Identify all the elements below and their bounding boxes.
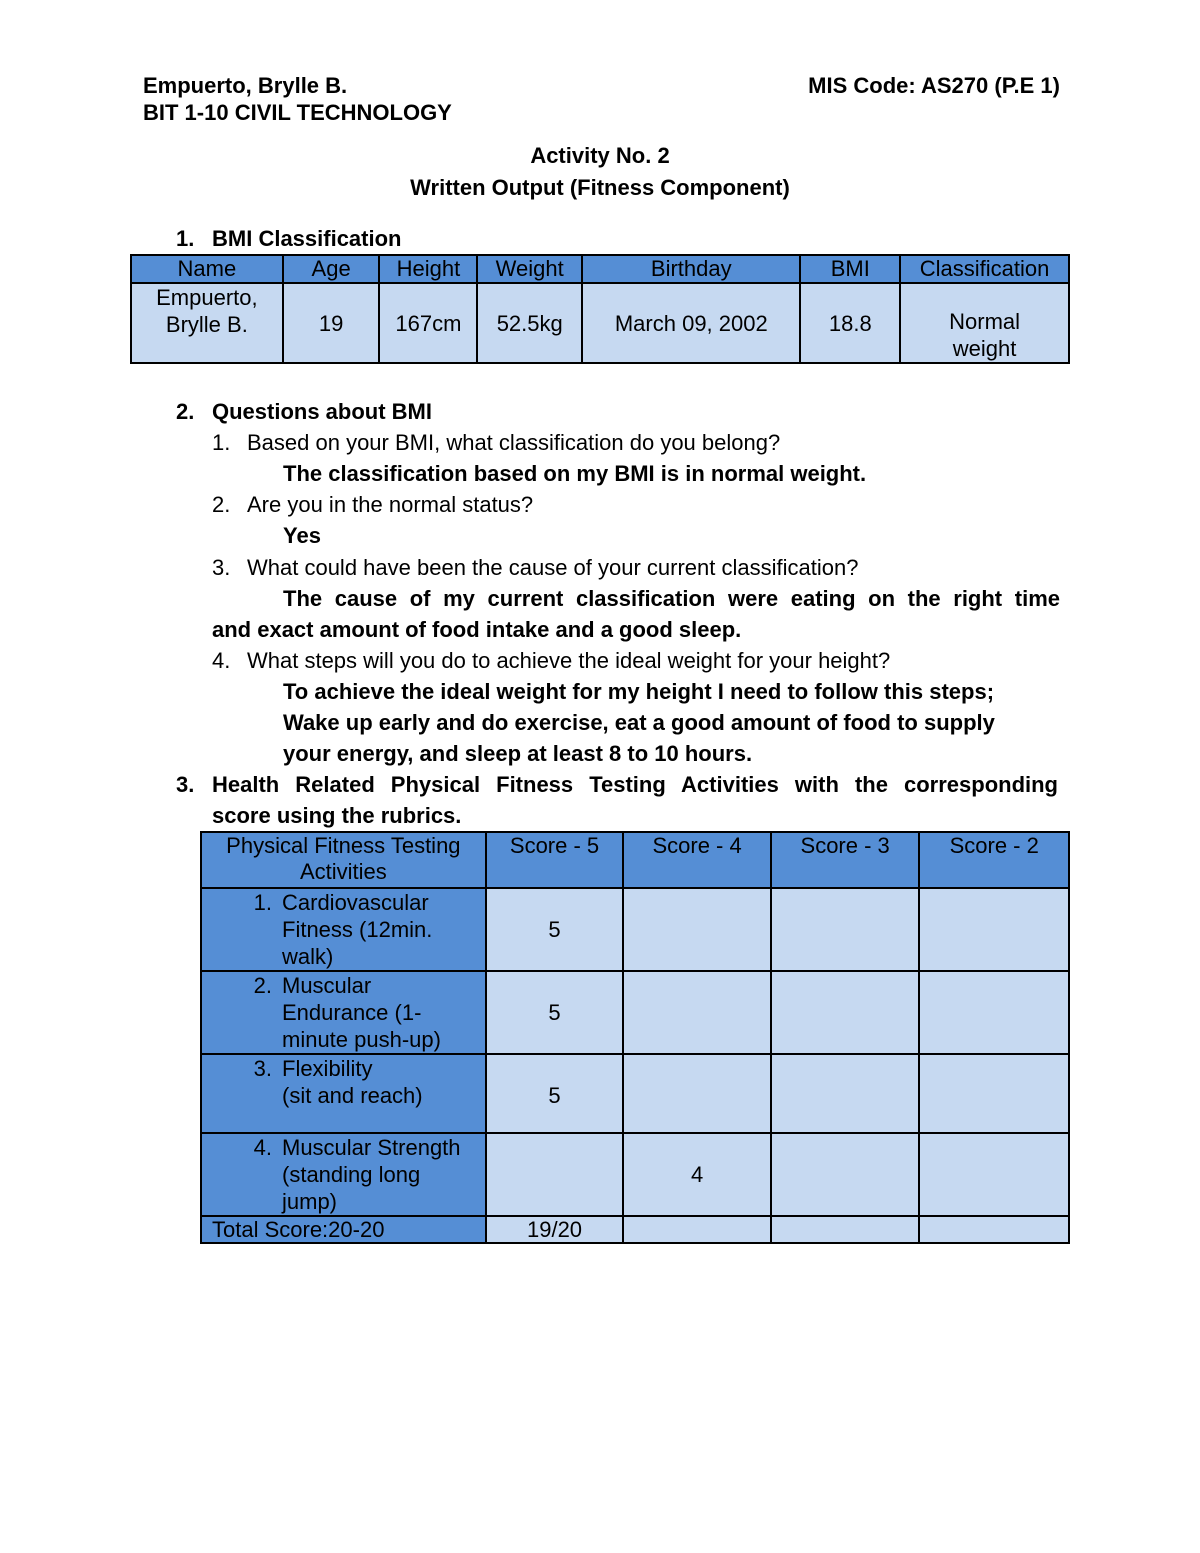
bmi-name-line1: Empuerto, bbox=[156, 285, 258, 310]
q2-answer: Yes bbox=[283, 523, 321, 548]
fitness-col-activities-line1: Physical Fitness Testing bbox=[226, 833, 461, 858]
activity-line3: walk) bbox=[282, 944, 334, 969]
fitness-activity-cell bbox=[201, 1054, 486, 1133]
bmi-cell-height: 167cm bbox=[379, 283, 477, 363]
section1-heading: BMI Classification bbox=[212, 226, 402, 251]
activity-line2: Fitness (12min. bbox=[282, 917, 433, 942]
fitness-table bbox=[200, 831, 1070, 1244]
fitness-col-activities-line2: Activities bbox=[299, 859, 387, 884]
q4-answer-line3: your energy, and sleep at least 8 to 10 hours. bbox=[283, 741, 753, 766]
q4-answer-line1: To achieve the ideal weight for my height I need to follow this steps; bbox=[283, 679, 995, 704]
activity-line2: (standing long bbox=[282, 1162, 421, 1187]
fitness-total-row bbox=[201, 1216, 1069, 1243]
q3-answer-line2: and exact amount of food intake and a good sleep. bbox=[212, 617, 742, 642]
q3-question: What could have been the cause of your current classification? bbox=[247, 555, 859, 580]
activity-number: 2. bbox=[253, 973, 272, 998]
bmi-cell-classification bbox=[900, 283, 1069, 363]
activity-line1: Muscular bbox=[282, 973, 372, 998]
activity-number: 3. bbox=[253, 1056, 272, 1081]
bmi-col-name: Name bbox=[131, 255, 283, 283]
score3-cell bbox=[771, 888, 920, 971]
score3-cell bbox=[771, 1133, 920, 1216]
activity-line1: Muscular Strength bbox=[282, 1135, 461, 1160]
activity-line3: minute push-up) bbox=[282, 1027, 441, 1052]
q3-number: 3. bbox=[212, 555, 231, 580]
fitness-activity-cell bbox=[201, 888, 486, 971]
mis-code: MIS Code: AS270 (P.E 1) bbox=[808, 73, 1060, 98]
score5-cell: 5 bbox=[486, 971, 624, 1054]
score4-cell: 4 bbox=[623, 1133, 771, 1216]
fitness-col-score2: Score - 2 bbox=[919, 832, 1069, 888]
bmi-data-row bbox=[131, 283, 1069, 363]
q4-answer-line2: Wake up early and do exercise, eat a good amount of food to supply bbox=[283, 710, 995, 735]
score3-cell bbox=[771, 1054, 920, 1133]
score4-cell bbox=[623, 971, 771, 1054]
total-score-label: Total Score:20-20 bbox=[201, 1216, 486, 1243]
fitness-row-endurance bbox=[201, 971, 1069, 1054]
q4-number: 4. bbox=[212, 648, 231, 673]
total-empty-cell bbox=[623, 1216, 771, 1243]
fitness-col-score3: Score - 3 bbox=[771, 832, 920, 888]
course: BIT 1-10 CIVIL TECHNOLOGY bbox=[143, 100, 452, 125]
activity-line2: Endurance (1- bbox=[282, 1000, 422, 1025]
bmi-cell-age: 19 bbox=[283, 283, 380, 363]
activity-number: 4. bbox=[253, 1135, 272, 1160]
fitness-activity-cell bbox=[201, 971, 486, 1054]
total-empty-cell bbox=[771, 1216, 920, 1243]
fitness-row-cardiovascular bbox=[201, 888, 1069, 971]
score2-cell bbox=[919, 1054, 1069, 1133]
bmi-cell-birthday: March 09, 2002 bbox=[582, 283, 800, 363]
q4-question: What steps will you do to achieve the ideal weight for your height? bbox=[247, 648, 891, 673]
fitness-col-activities bbox=[201, 832, 486, 888]
section1-number: 1. bbox=[176, 226, 195, 251]
fitness-col-score4: Score - 4 bbox=[623, 832, 771, 888]
q2-number: 2. bbox=[212, 492, 231, 517]
bmi-name-line2: Brylle B. bbox=[165, 312, 248, 337]
bmi-header-row bbox=[131, 255, 1069, 283]
bmi-cell-weight: 52.5kg bbox=[477, 283, 582, 363]
bmi-cell-name bbox=[131, 283, 283, 363]
activity-line2: (sit and reach) bbox=[282, 1083, 423, 1108]
section3-heading-line1: Health Related Physical Fitness Testing Activities with the corresponding bbox=[212, 772, 1058, 797]
bmi-col-classification: Classification bbox=[900, 255, 1069, 283]
activity-line3: jump) bbox=[282, 1189, 338, 1214]
section3-heading-line2: score using the rubrics. bbox=[212, 803, 462, 828]
score2-cell bbox=[919, 1133, 1069, 1216]
section3-number: 3. bbox=[176, 772, 195, 797]
score5-cell: 5 bbox=[486, 1054, 624, 1133]
score4-cell bbox=[623, 888, 771, 971]
bmi-col-weight: Weight bbox=[477, 255, 582, 283]
bmi-col-age: Age bbox=[283, 255, 380, 283]
activity-line1: Flexibility bbox=[282, 1056, 373, 1081]
q1-number: 1. bbox=[212, 430, 231, 455]
total-empty-cell bbox=[919, 1216, 1069, 1243]
bmi-col-birthday: Birthday bbox=[582, 255, 800, 283]
q1-question: Based on your BMI, what classification do you belong? bbox=[247, 430, 781, 455]
score4-cell bbox=[623, 1054, 771, 1133]
activity-number: 1. bbox=[253, 890, 272, 915]
bmi-table bbox=[130, 254, 1070, 364]
activity-subtitle: Written Output (Fitness Component) bbox=[410, 175, 790, 200]
q2-question: Are you in the normal status? bbox=[247, 492, 534, 517]
student-name: Empuerto, Brylle B. bbox=[143, 73, 348, 98]
q1-answer: The classification based on my BMI is in normal weight. bbox=[283, 461, 867, 486]
fitness-row-flexibility bbox=[201, 1054, 1069, 1133]
total-score-value: 19/20 bbox=[486, 1216, 624, 1243]
fitness-header-row bbox=[201, 832, 1069, 888]
bmi-class-line2: weight bbox=[952, 336, 1017, 361]
bmi-class-line1: Normal bbox=[949, 309, 1021, 334]
fitness-col-score5: Score - 5 bbox=[486, 832, 624, 888]
score5-cell: 5 bbox=[486, 888, 624, 971]
score2-cell bbox=[919, 971, 1069, 1054]
bmi-cell-bmi: 18.8 bbox=[800, 283, 900, 363]
fitness-activity-cell bbox=[201, 1133, 486, 1216]
activity-line1: Cardiovascular bbox=[282, 890, 429, 915]
bmi-col-height: Height bbox=[379, 255, 477, 283]
section2-number: 2. bbox=[176, 399, 195, 424]
q3-answer-line1: The cause of my current classification were eating on the right time bbox=[283, 586, 1060, 611]
score3-cell bbox=[771, 971, 920, 1054]
score5-cell bbox=[486, 1133, 624, 1216]
score2-cell bbox=[919, 888, 1069, 971]
activity-title: Activity No. 2 bbox=[530, 143, 670, 168]
fitness-row-strength bbox=[201, 1133, 1069, 1216]
section2-heading: Questions about BMI bbox=[212, 399, 432, 424]
bmi-col-bmi: BMI bbox=[800, 255, 900, 283]
